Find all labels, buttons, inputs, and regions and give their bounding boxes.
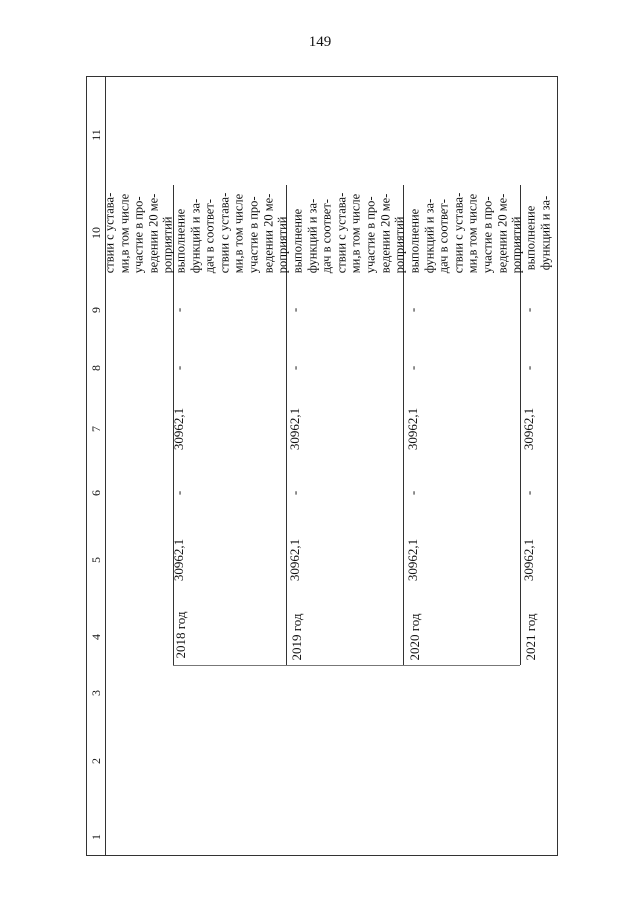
row-2020-col9: - [405, 307, 420, 313]
column-header-10: 10 [89, 227, 103, 239]
carryover-text: ствии с устава- ми,в том числе участие в про- ведении 20 ме- роприятий [102, 192, 175, 274]
page-number: 149 [308, 34, 332, 50]
row-2021-col9: - [521, 307, 536, 313]
row-2018-col8: - [171, 365, 186, 371]
column-header-4: 4 [89, 634, 103, 640]
row-2019-description: выполнение функций и за- дач в соответ- ствии с устава- ми,в том числе участие в про- ведении 20 ме- роприятий [290, 192, 407, 274]
row-2021-col5: 30962,1 [521, 538, 536, 582]
row-2021-col6: - [521, 490, 536, 496]
row-2018-col6: - [171, 490, 186, 496]
row-2019-col7: 30962,1 [287, 407, 302, 451]
column-header-9: 9 [89, 307, 103, 313]
column-header-1: 1 [89, 834, 103, 840]
row-2018-col9: - [171, 307, 186, 313]
column-header-6: 6 [89, 490, 103, 496]
data-table [86, 76, 558, 856]
row-2019-col6: - [287, 490, 302, 496]
row-2018-col5: 30962,1 [171, 538, 186, 582]
row-2020-col5: 30962,1 [405, 538, 420, 582]
column-header-7: 7 [89, 426, 103, 432]
row-2020-col6: - [405, 490, 420, 496]
row-2021-description: выполнение функций и за- [523, 195, 552, 271]
row-2018-description: выполнение функций и за- дач в соответ- ствии с устава- ми,в том числе участие в про- ведении 20 ме- роприятий [173, 192, 290, 274]
row-2020-description: выполнение функций и за- дач в соответ- ствии с устава- ми,в том числе участие в про- ведении 20 ме- роприятий [407, 192, 524, 274]
column-header-5: 5 [89, 557, 103, 563]
row-2018-year: 2018 год [173, 611, 188, 659]
row-2021-col8: - [521, 365, 536, 371]
year-underline [173, 665, 520, 666]
row-2019-col5: 30962,1 [287, 538, 302, 582]
column-header-2: 2 [89, 758, 103, 764]
row-2020-col7: 30962,1 [405, 407, 420, 451]
row-2021-year: 2021 год [523, 613, 538, 661]
row-2020-col8: - [405, 365, 420, 371]
row-2018-col7: 30962,1 [171, 407, 186, 451]
row-2019-col9: - [287, 307, 302, 313]
column-header-8: 8 [89, 365, 103, 371]
row-2020-year: 2020 год [407, 613, 422, 661]
row-2021-col7: 30962,1 [521, 407, 536, 451]
column-header-3: 3 [89, 690, 103, 696]
row-2019-year: 2019 год [289, 613, 304, 661]
row-2019-col8: - [287, 365, 302, 371]
column-header-11: 11 [89, 129, 103, 141]
